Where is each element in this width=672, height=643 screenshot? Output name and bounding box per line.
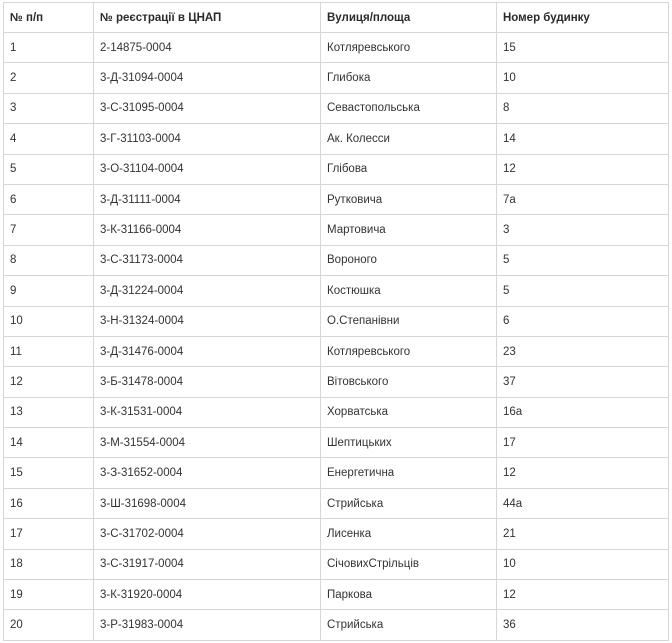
cell-number: 14 [4, 428, 94, 458]
header-number: № п/п [4, 3, 94, 33]
cell-street: Вороного [321, 245, 497, 275]
table-header [4, 3, 669, 33]
header-building-number: Номер будинку [497, 3, 669, 33]
cell-building-number: 7а [497, 184, 669, 214]
cell-number: 6 [4, 184, 94, 214]
cell-registration-number: 3-К-31531-0004 [94, 397, 321, 427]
cell-building-number: 12 [497, 580, 669, 610]
cell-building-number: 10 [497, 63, 669, 93]
cell-building-number: 12 [497, 458, 669, 488]
cell-street: Стрийська [321, 488, 497, 518]
cell-number: 4 [4, 124, 94, 154]
cell-number: 12 [4, 367, 94, 397]
table-header-row [4, 3, 669, 33]
cell-number: 20 [4, 610, 94, 640]
cell-street: Рутковича [321, 184, 497, 214]
table-row [4, 610, 669, 640]
table-row [4, 93, 669, 123]
table-row [4, 154, 669, 184]
header-registration-number: № реєстрації в ЦНАП [94, 3, 321, 33]
cell-number: 19 [4, 580, 94, 610]
table-row [4, 367, 669, 397]
cell-registration-number: 3-Н-31324-0004 [94, 306, 321, 336]
cell-registration-number: 2-14875-0004 [94, 33, 321, 63]
cell-registration-number: 3-О-31104-0004 [94, 154, 321, 184]
cell-building-number: 10 [497, 549, 669, 579]
cell-building-number: 12 [497, 154, 669, 184]
cell-registration-number: 3-Д-31111-0004 [94, 184, 321, 214]
cell-number: 2 [4, 63, 94, 93]
cell-street: Паркова [321, 580, 497, 610]
cell-registration-number: 3-К-31920-0004 [94, 580, 321, 610]
header-street: Вулиця/площа [321, 3, 497, 33]
cell-street: Мартовича [321, 215, 497, 245]
table-row [4, 215, 669, 245]
cell-building-number: 14 [497, 124, 669, 154]
cell-street: Вітовського [321, 367, 497, 397]
table-row [4, 549, 669, 579]
cell-street: Шептицьких [321, 428, 497, 458]
cell-registration-number: 3-М-31554-0004 [94, 428, 321, 458]
cell-registration-number: 3-Р-31983-0004 [94, 610, 321, 640]
cell-registration-number: 3-З-31652-0004 [94, 458, 321, 488]
cell-building-number: 44а [497, 488, 669, 518]
cell-building-number: 5 [497, 276, 669, 306]
cell-registration-number: 3-Ш-31698-0004 [94, 488, 321, 518]
table-row [4, 33, 669, 63]
cell-number: 3 [4, 93, 94, 123]
cell-street: Котляревського [321, 33, 497, 63]
cell-street: Ак. Колесси [321, 124, 497, 154]
cell-building-number: 15 [497, 33, 669, 63]
table-body [4, 33, 669, 641]
cell-street: Глібова [321, 154, 497, 184]
cell-building-number: 17 [497, 428, 669, 458]
cell-building-number: 36 [497, 610, 669, 640]
table-row [4, 245, 669, 275]
cell-building-number: 16а [497, 397, 669, 427]
table-row [4, 458, 669, 488]
table-row [4, 519, 669, 549]
cell-number: 7 [4, 215, 94, 245]
table-row [4, 124, 669, 154]
cell-registration-number: 3-Д-31476-0004 [94, 336, 321, 366]
cell-registration-number: 3-С-31702-0004 [94, 519, 321, 549]
cell-street: Лисенка [321, 519, 497, 549]
table-row [4, 488, 669, 518]
cell-registration-number: 3-К-31166-0004 [94, 215, 321, 245]
cell-registration-number: 3-С-31095-0004 [94, 93, 321, 123]
cell-street: Глибока [321, 63, 497, 93]
cell-street: СічовихСтрільців [321, 549, 497, 579]
cell-number: 13 [4, 397, 94, 427]
cell-street: Севастопольська [321, 93, 497, 123]
registry-table [3, 2, 669, 641]
cell-number: 16 [4, 488, 94, 518]
cell-building-number: 37 [497, 367, 669, 397]
table-row [4, 428, 669, 458]
cell-number: 15 [4, 458, 94, 488]
cell-registration-number: 3-Д-31094-0004 [94, 63, 321, 93]
cell-street: О.Степанівни [321, 306, 497, 336]
table-row [4, 336, 669, 366]
table-row [4, 276, 669, 306]
cell-number: 1 [4, 33, 94, 63]
cell-street: Хорватська [321, 397, 497, 427]
cell-number: 5 [4, 154, 94, 184]
cell-building-number: 6 [497, 306, 669, 336]
cell-building-number: 23 [497, 336, 669, 366]
cell-registration-number: 3-Д-31224-0004 [94, 276, 321, 306]
table-row [4, 63, 669, 93]
cell-number: 9 [4, 276, 94, 306]
cell-number: 8 [4, 245, 94, 275]
table-row [4, 397, 669, 427]
cell-street: Котляревського [321, 336, 497, 366]
cell-building-number: 5 [497, 245, 669, 275]
cell-building-number: 8 [497, 93, 669, 123]
cell-registration-number: 3-С-31173-0004 [94, 245, 321, 275]
cell-street: Стрийська [321, 610, 497, 640]
cell-registration-number: 3-С-31917-0004 [94, 549, 321, 579]
cell-registration-number: 3-Г-31103-0004 [94, 124, 321, 154]
table-row [4, 306, 669, 336]
table-row [4, 580, 669, 610]
cell-registration-number: 3-Б-31478-0004 [94, 367, 321, 397]
cell-number: 18 [4, 549, 94, 579]
cell-number: 10 [4, 306, 94, 336]
cell-number: 17 [4, 519, 94, 549]
cell-street: Костюшка [321, 276, 497, 306]
table-row [4, 184, 669, 214]
cell-street: Енергетична [321, 458, 497, 488]
cell-building-number: 3 [497, 215, 669, 245]
cell-building-number: 21 [497, 519, 669, 549]
cell-number: 11 [4, 336, 94, 366]
